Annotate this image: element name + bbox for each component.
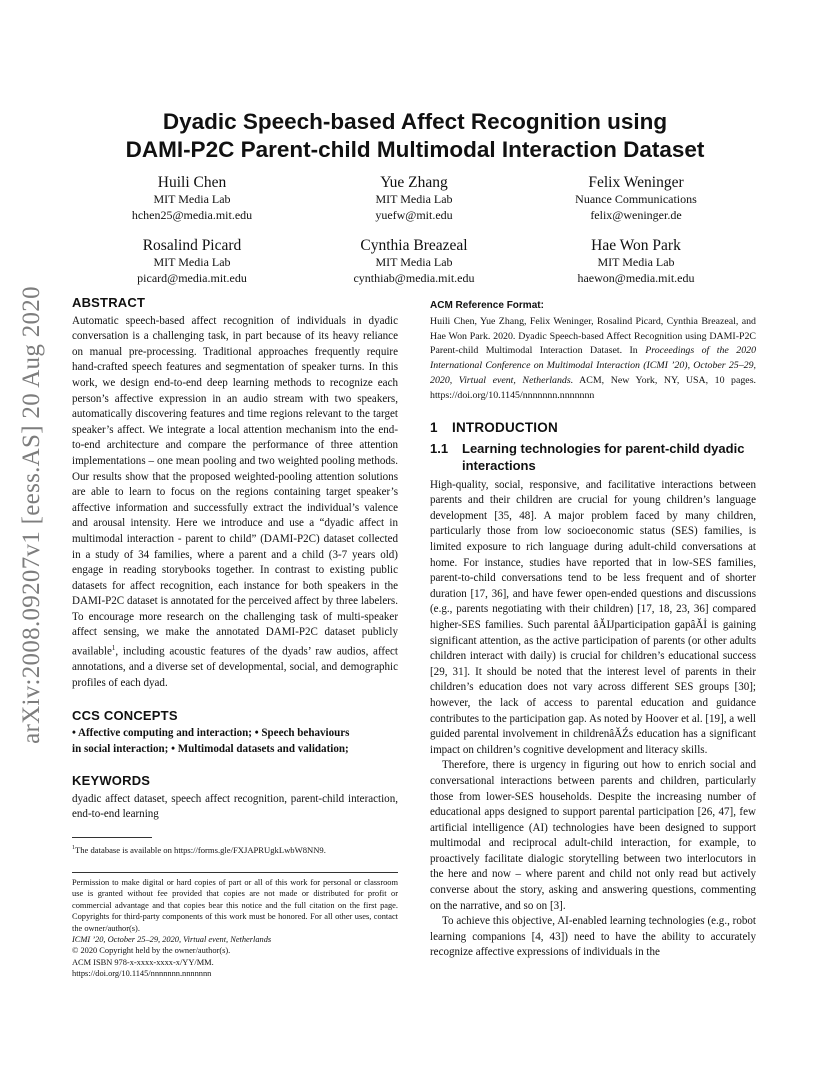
author-block bbox=[82, 236, 302, 286]
doi-link[interactable]: https://doi.org/10.1145/nnnnnnn.nnnnnnn bbox=[72, 969, 212, 979]
author-affiliation: MIT Media Lab bbox=[153, 192, 231, 206]
reference-publisher: ACM, New York, NY, USA, 10 pages. https://doi.org/10.1145/nnnnnnn.nnnnnnn bbox=[430, 375, 757, 402]
acm-reference-heading: ACM Reference Format: bbox=[430, 300, 544, 311]
author-email[interactable]: yuefw@mit.edu bbox=[375, 207, 453, 222]
author-name: Cynthia Breazeal bbox=[360, 237, 468, 254]
footnote-divider bbox=[72, 837, 152, 838]
section-heading bbox=[430, 420, 756, 436]
author-email[interactable]: cynthiab@media.mit.edu bbox=[353, 270, 475, 285]
permission-block bbox=[72, 877, 398, 980]
right-column bbox=[430, 298, 756, 961]
permission-divider bbox=[72, 872, 398, 873]
author-email[interactable]: felix@weninger.de bbox=[590, 207, 682, 222]
paper-title bbox=[70, 108, 760, 164]
author-block bbox=[82, 173, 302, 223]
author-name: Rosalind Picard bbox=[142, 237, 242, 254]
author-block bbox=[526, 236, 746, 286]
title-line-1: Dyadic Speech-based Affect Recognition using bbox=[162, 109, 668, 134]
conference-venue: ICMI ’20, October 25–29, 2020, Virtual event, Netherlands bbox=[72, 934, 272, 944]
author-email[interactable]: hchen25@media.mit.edu bbox=[131, 207, 253, 222]
footnote-text: The database is available on https://forms.gle/FXJAPRUgkLwbW8NN9. bbox=[75, 844, 326, 855]
author-affiliation: Nuance Communications bbox=[575, 192, 697, 206]
ccs-line-1: • Affective computing and interaction; • Speech behaviours bbox=[72, 727, 350, 740]
author-affiliation: MIT Media Lab bbox=[375, 192, 453, 206]
arxiv-identifier: arXiv:2008.09207v1 [eess.AS] 20 Aug 2020 bbox=[18, 286, 45, 744]
arxiv-sidebar bbox=[10, 255, 54, 775]
author-name: Yue Zhang bbox=[380, 174, 448, 191]
abstract-body: Automatic speech-based affect recognition of individuals in dyadic conversation is a challenging task, in part because of its heavy reliance on manual pre-processing. Traditional approaches frequently require hand-crafted speech features and segmentation of speaker turns. In this work, we design end-to-end deep learning methods to recognize each person’s affective expression in an audio stream with two speakers, automatically discovering features and time regions relevant to the target speaker’s affect. We integrate a local attention mechanism into the end-to-end architecture and compare the performance of three attention implementations – one mean pooling and two weighted pooling methods. Our results show that the proposed weighted-pooling attention solutions are able to learn to focus on the regions containing target speaker’s affective information and successfully extract the individual’s valence and arousal intensity. Here we introduce and use a “dyadic affect in multimodal interaction - parent to child” (DAMI-P2C) dataset collected in a study of 34 families, where a parent and a child (3-7 years old) engage in reading storybooks together. In contrast to existing public datasets for affect recognition, each instance for both speakers in the DAMI-P2C dataset is annotated for the perceived affect by three labelers. To encourage more research on the challenging task of multi-speaker affect sensing, we make the annotated DAMI-P2C dataset publicly available bbox=[72, 314, 398, 658]
isbn: ACM ISBN 978-x-xxxx-xxxx-x/YY/MM. bbox=[72, 957, 214, 967]
author-affiliation: MIT Media Lab bbox=[375, 255, 453, 269]
author-block bbox=[304, 173, 524, 223]
acm-reference-text bbox=[430, 315, 756, 404]
section-number: 1 bbox=[430, 420, 438, 436]
author-affiliation: MIT Media Lab bbox=[597, 255, 675, 269]
abstract-heading: ABSTRACT bbox=[72, 295, 146, 310]
subsection-number: 1.1 bbox=[430, 440, 449, 456]
copyright-notice: © 2020 Copyright held by the owner/author(s). bbox=[72, 946, 231, 956]
subsection-heading bbox=[430, 440, 756, 474]
reference-authors: Huili Chen, Yue Zhang, Felix Weninger, Rosalind Picard, Cynthia Breazeal, and Hae Won Park. 2020. Dyadic Speech-based Affect Recognition using DAMI-P2C Parent-child Multimodal Interaction Dataset. In bbox=[430, 315, 756, 357]
abstract-body-end: , including acoustic features of the dyads’ raw audios, affect annotations, and a diverse set of developmental, social, and demographic profiles of each dyad. bbox=[72, 645, 398, 689]
intro-paragraph: To achieve this objective, AI-enabled learning technologies (e.g., robot learning companions [4, 43]) need to have the ability to accurately recognize affective expressions of individuals in the bbox=[430, 915, 756, 959]
subsection-title: Learning technologies for parent-child dyadic interactions bbox=[462, 440, 745, 473]
footnote bbox=[72, 842, 398, 856]
author-name: Felix Weninger bbox=[588, 174, 684, 191]
section-title: INTRODUCTION bbox=[452, 420, 558, 436]
author-email[interactable]: haewon@media.mit.edu bbox=[577, 270, 695, 285]
author-name: Huili Chen bbox=[157, 174, 227, 191]
keywords-heading: KEYWORDS bbox=[72, 773, 151, 789]
keywords-text: dyadic affect dataset, speech affect recognition, parent-child interaction, end-to-end learning bbox=[72, 792, 398, 821]
author-email[interactable]: picard@media.mit.edu bbox=[137, 270, 247, 285]
ccs-line-2: in social interaction; • Multimodal datasets and validation; bbox=[72, 742, 349, 755]
intro-paragraph: High-quality, social, responsive, and facilitative interactions between parents and their children are crucial for young children’s language development [35, 48]. A major problem faced by many children, particularly those from low socioeconomic status (SES) families, is limited exposure to rich language during adult-child conversations at home. For instance, studies have reported that in low-SES families, parent-to-child conversations tend to be less frequent and of shorter duration [17, 36], and have fewer open-ended questions and discussions (e.g., parents negotiating with their children) [17, 18, 23, 36] compared higher-SES families. Such parental âĂIJparticipation gapâĂİ is gaining significant attention, as the active participation of parents (or other adults children interact with daily) is crucial for children’s educational success [29, 31]. It should be noted that the interest level of parents in their children’s education does not vary across different SES groups [30]; however, the lack of access to parental education and guidance contributes to the participation gap. As noted by Hoover et al. [19], a well guided parental involvement in childrenâĂŹs education has a significant impact on children’s cognitive development and literacy skills. bbox=[430, 478, 756, 756]
author-block bbox=[526, 173, 746, 223]
permission-text: Permission to make digital or hard copies of part or all of this work for personal or classroom use is granted without fee provided that copies are not made or distributed for profit or commercial advantage and that copies bear this notice and the full citation on the first page. Copyrights for third-party components of this work must be honored. For all other uses, contact the owner/author(s). bbox=[72, 877, 398, 933]
author-name: Hae Won Park bbox=[591, 237, 681, 254]
introduction-body bbox=[430, 478, 756, 961]
footnote-marker[interactable]: 1 bbox=[111, 644, 116, 653]
ccs-concepts bbox=[72, 726, 398, 757]
left-column bbox=[72, 295, 398, 980]
author-block bbox=[304, 236, 524, 286]
ccs-heading: CCS CONCEPTS bbox=[72, 707, 178, 723]
title-line-2: DAMI-P2C Parent-child Multimodal Interaction Dataset bbox=[125, 137, 705, 162]
abstract-text bbox=[72, 314, 398, 692]
intro-paragraph: Therefore, there is urgency in figuring out how to enrich social and conversational interactions between parents and children, particularly those from lower-SES households. Despite the increasing number of educational apps designed to support parental participation [26, 47], few artificial intelligence (AI) technologies have been designed to support multimodal and reciprocal adult-child interaction, for example, to proactively facilitate dialogic storytelling between two interlocutors in the here and now – where parent and child not only read but actively converse about the story, asking and answering questions, commenting on the narrative, and so on [3]. bbox=[430, 759, 756, 912]
footnote-number: 1 bbox=[72, 845, 75, 852]
reference-proceedings: Proceedings of the 2020 International Conference on Multimodal Interaction (ICMI ’20), October 25–29, 2020, Virtual event, Netherlands. bbox=[430, 345, 757, 387]
author-affiliation: MIT Media Lab bbox=[153, 255, 231, 269]
